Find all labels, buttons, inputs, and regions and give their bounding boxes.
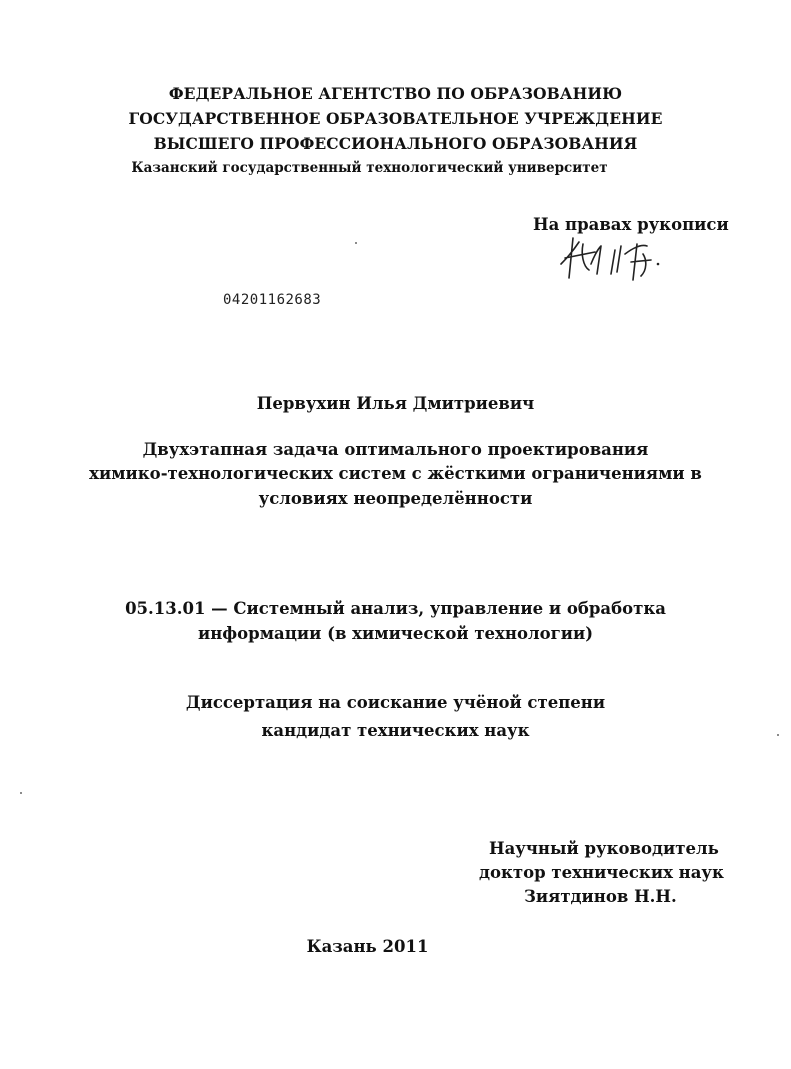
specialty-line2: информации (в химической технологии) (197, 624, 594, 643)
degree-line1: Диссертация на соискание учёной степени (185, 693, 606, 712)
city-year: Казань 2011 (306, 937, 429, 956)
header-education-level: ВЫСШЕГО ПРОФЕССИОНАЛЬНОГО ОБРАЗОВАНИЯ (153, 134, 638, 153)
supervisor-title: доктор технических наук (479, 863, 724, 882)
manuscript-note: На правах рукописи (533, 215, 729, 234)
header-institution: ГОСУДАРСТВЕННОЕ ОБРАЗОВАТЕЛЬНОЕ УЧРЕЖДЕНИЕ (128, 109, 663, 128)
supervisor-role: Научный руководитель (489, 839, 719, 858)
barcode-number: 04201162683 (223, 292, 322, 308)
thesis-title-line1: Двухэтапная задача оптимального проектирования (142, 440, 649, 459)
signature-icon (555, 234, 665, 286)
author-name: Первухин Илья Дмитриевич (256, 394, 535, 413)
scan-speck (355, 242, 357, 244)
thesis-title-line2: химико-технологических систем с жёсткими ограничениями в (89, 464, 702, 483)
supervisor-name: Зиятдинов Н.Н. (524, 887, 677, 906)
header-university: Казанский государственный технологический университет (131, 160, 608, 176)
specialty-line1: 05.13.01 — Системный анализ, управление и обработка (125, 599, 666, 618)
thesis-title-line3: условиях неопределённости (258, 489, 533, 508)
degree-line2: кандидат технических наук (261, 721, 530, 740)
scan-speck (20, 792, 22, 794)
header-agency: ФЕДЕРАЛЬНОЕ АГЕНТСТВО ПО ОБРАЗОВАНИЮ (168, 84, 623, 103)
